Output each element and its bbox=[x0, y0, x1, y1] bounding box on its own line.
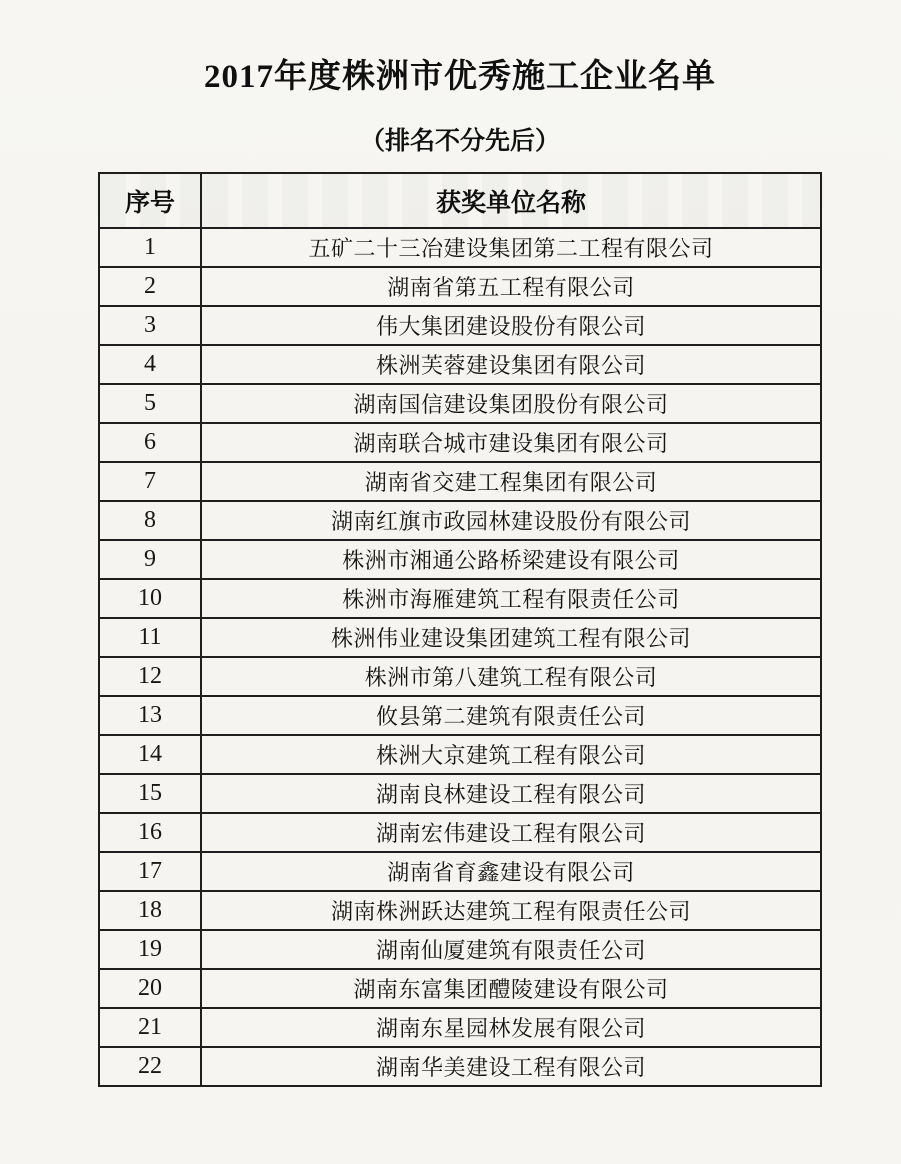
company-name-cell: 湖南株洲跃达建筑工程有限责任公司 bbox=[201, 891, 821, 930]
table-row bbox=[99, 930, 821, 969]
table-row bbox=[99, 813, 821, 852]
company-name-cell: 湖南联合城市建设集团有限公司 bbox=[201, 423, 821, 462]
table-row bbox=[99, 579, 821, 618]
company-name-cell: 湖南省交建工程集团有限公司 bbox=[201, 462, 821, 501]
row-number-cell: 12 bbox=[99, 657, 201, 696]
table-row bbox=[99, 267, 821, 306]
table-row bbox=[99, 228, 821, 267]
company-name-cell: 湖南良林建设工程有限公司 bbox=[201, 774, 821, 813]
table-row bbox=[99, 852, 821, 891]
table-header-row bbox=[99, 173, 821, 228]
row-number-cell: 6 bbox=[99, 423, 201, 462]
company-name-cell: 株洲市海雁建筑工程有限责任公司 bbox=[201, 579, 821, 618]
table-row bbox=[99, 696, 821, 735]
table-row bbox=[99, 1047, 821, 1086]
row-number-cell: 7 bbox=[99, 462, 201, 501]
company-name-cell: 株洲市第八建筑工程有限公司 bbox=[201, 657, 821, 696]
row-number-cell: 9 bbox=[99, 540, 201, 579]
table-row bbox=[99, 345, 821, 384]
row-number-cell: 14 bbox=[99, 735, 201, 774]
company-name-cell: 株洲芙蓉建设集团有限公司 bbox=[201, 345, 821, 384]
page-subtitle: （排名不分先后） bbox=[359, 128, 560, 155]
row-number-cell: 4 bbox=[99, 345, 201, 384]
table-row bbox=[99, 657, 821, 696]
row-number-cell: 16 bbox=[99, 813, 201, 852]
row-number-cell: 5 bbox=[99, 384, 201, 423]
row-number-cell: 2 bbox=[99, 267, 201, 306]
company-name-cell: 株洲大京建筑工程有限公司 bbox=[201, 735, 821, 774]
table-row bbox=[99, 423, 821, 462]
company-name-cell: 湖南仙厦建筑有限责任公司 bbox=[201, 930, 821, 969]
table-row bbox=[99, 462, 821, 501]
table-row bbox=[99, 969, 821, 1008]
table-row bbox=[99, 774, 821, 813]
company-name-cell: 株洲伟业建设集团建筑工程有限公司 bbox=[201, 618, 821, 657]
table-row bbox=[99, 501, 821, 540]
company-name-cell: 伟大集团建设股份有限公司 bbox=[201, 306, 821, 345]
document-body bbox=[98, 0, 822, 1087]
row-number-cell: 10 bbox=[99, 579, 201, 618]
table-row bbox=[99, 384, 821, 423]
row-number-cell: 15 bbox=[99, 774, 201, 813]
table-row bbox=[99, 735, 821, 774]
table-row bbox=[99, 1008, 821, 1047]
company-name-cell: 湖南东富集团醴陵建设有限公司 bbox=[201, 969, 821, 1008]
row-number-cell: 20 bbox=[99, 969, 201, 1008]
table-row bbox=[99, 891, 821, 930]
company-name-cell: 湖南宏伟建设工程有限公司 bbox=[201, 813, 821, 852]
row-number-cell: 19 bbox=[99, 930, 201, 969]
row-number-cell: 11 bbox=[99, 618, 201, 657]
row-number-cell: 13 bbox=[99, 696, 201, 735]
company-name-cell: 株洲市湘通公路桥梁建设有限公司 bbox=[201, 540, 821, 579]
company-name-cell: 湖南红旗市政园林建设股份有限公司 bbox=[201, 501, 821, 540]
table-row bbox=[99, 306, 821, 345]
company-name-cell: 湖南省育鑫建设有限公司 bbox=[201, 852, 821, 891]
award-table bbox=[98, 172, 822, 1087]
page-title: 2017年度株洲市优秀施工企业名单 bbox=[204, 59, 716, 95]
table-body bbox=[99, 228, 821, 1086]
company-name-cell: 湖南省第五工程有限公司 bbox=[201, 267, 821, 306]
row-number-cell: 3 bbox=[99, 306, 201, 345]
row-number-cell: 17 bbox=[99, 852, 201, 891]
company-name-cell: 湖南华美建设工程有限公司 bbox=[201, 1047, 821, 1086]
column-header-company-name: 获奖单位名称 bbox=[201, 173, 821, 228]
company-name-cell: 湖南东星园林发展有限公司 bbox=[201, 1008, 821, 1047]
table-row bbox=[99, 540, 821, 579]
row-number-cell: 22 bbox=[99, 1047, 201, 1086]
company-name-cell: 攸县第二建筑有限责任公司 bbox=[201, 696, 821, 735]
company-name-cell: 湖南国信建设集团股份有限公司 bbox=[201, 384, 821, 423]
row-number-cell: 21 bbox=[99, 1008, 201, 1047]
column-header-index: 序号 bbox=[99, 173, 201, 228]
row-number-cell: 8 bbox=[99, 501, 201, 540]
table-row bbox=[99, 618, 821, 657]
row-number-cell: 1 bbox=[99, 228, 201, 267]
company-name-cell: 五矿二十三冶建设集团第二工程有限公司 bbox=[201, 228, 821, 267]
row-number-cell: 18 bbox=[99, 891, 201, 930]
